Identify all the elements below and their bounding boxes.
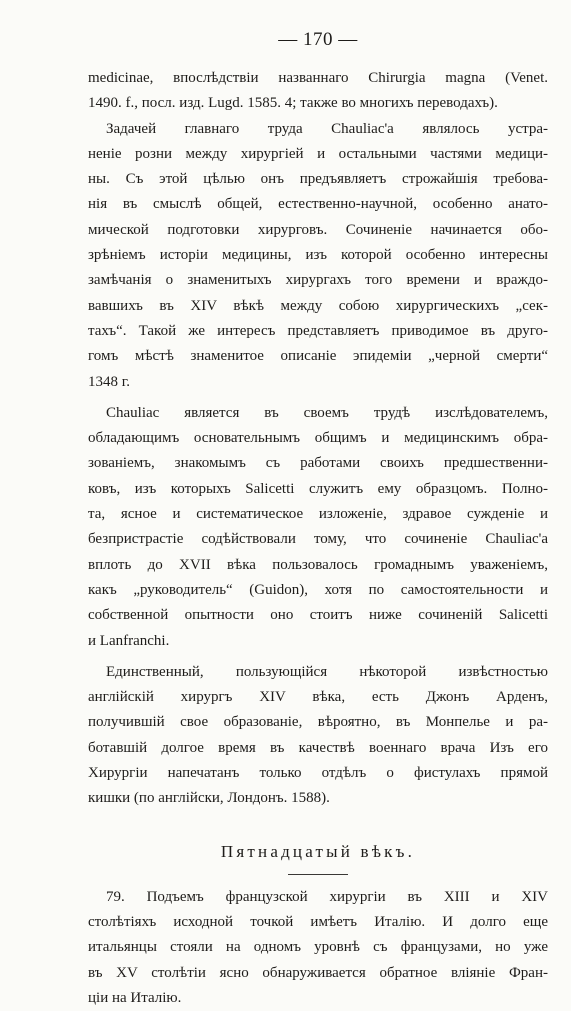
section-gap (88, 812, 548, 838)
paragraph-chauliac-researcher (88, 401, 548, 654)
text-line: тахъ“. Такой же интересъ представляетъ приводимое въ друго- (88, 322, 548, 339)
text-line: неніе розни между хирургіей и остальными частями медици- (88, 145, 548, 162)
section-divider (288, 874, 348, 875)
text-line: зрѣніемъ исторіи медицины, изъ которой особенно интересны (88, 247, 548, 264)
text-line: Chauliac является въ своемъ трудѣ изслѣдователемъ, (106, 404, 548, 421)
page-number: — 170 — (278, 29, 358, 50)
text-line: безпристрастіе содѣйствовали тому, что сочиненіе Chauliac'а (88, 531, 548, 548)
text-line: въ XV столѣтіи ясно обнаруживается обратное вліяніе Фран- (88, 964, 548, 981)
text-line: какъ „руководитель“ (Guidon), хотя по самостоятельности и (88, 581, 548, 598)
document-page (88, 26, 548, 1011)
text-line: Задачей главнаго труда Chauliac'а являлось устра- (106, 120, 548, 137)
text-line: получившій свое образованіе, вѣроятно, въ Монпелье и ра- (88, 714, 548, 731)
text-line: собственной опытности оно стоитъ ниже сочиненій Salicetti (88, 607, 548, 624)
text-line: medicinae, впослѣдствіи названнаго Chirurgia magna (Venet. (88, 70, 548, 86)
text-line: ны. Съ этой цѣлью онъ предъявляетъ строжайшія требова- (88, 171, 548, 188)
text-line: итальянцы стояли на одномъ уровнѣ съ французами, но уже (88, 939, 548, 956)
text-line: и Lanfranchi. (88, 632, 170, 649)
text-line: замѣчанія о знаменитыхъ хирургахъ того времени и враждо- (88, 272, 548, 289)
text-line: Единственный, пользующійся нѣкоторой извѣстностью (106, 663, 548, 680)
paragraph-continuation (88, 66, 548, 117)
section-heading: Пятнадцатый вѣкъ. (220, 841, 416, 861)
text-line: 79. Подъемъ французской хирургіи въ XIII и XIV (106, 888, 548, 905)
text-line: столѣтіяхъ исходной точкой имѣетъ Италію. И долго еще (88, 913, 548, 930)
paragraph-chauliac-task (88, 117, 548, 395)
text-line: обладающимъ основательнымъ общимъ и медицинскимъ обра- (88, 430, 548, 447)
text-line: ціи на Италію. (88, 989, 182, 1006)
paragraph-english-surgeon (88, 660, 548, 812)
text-line: ботавшій долгое время въ качествѣ военнаго врача Изъ его (88, 739, 548, 756)
text-line: Хирургіи напечатанъ только отдѣлъ о фистулахъ прямой (88, 765, 548, 782)
text-line: вавшихъ въ XIV вѣкѣ между собою хирургическихъ „сек- (88, 297, 548, 314)
text-line: нія въ смыслѣ общей, естественно-научной, особенно анато- (88, 196, 548, 213)
text-line: мической подготовки хирурговъ. Сочиненіе начинается обо- (88, 221, 548, 238)
text-line: кишки (по англійски, Лондонъ. 1588). (88, 790, 330, 807)
text-line: гомъ мѣстѣ знаменитое описаніе эпидеміи „черной смерти“ (88, 348, 548, 365)
text-line: вплоть до XVII вѣка пользовалось громаднымъ уваженіемъ, (88, 556, 548, 573)
text-line: 1490. f., посл. изд. Lugd. 1585. 4; также во многихъ переводахъ). (88, 95, 498, 112)
text-line: зованіемъ, знакомымъ съ работами своихъ предшественни- (88, 455, 548, 472)
text-line: англійскій хирургъ XIV вѣка, есть Джонъ Арденъ, (88, 689, 548, 706)
paragraph-section-79 (88, 885, 548, 1011)
text-line: 1348 г. (88, 373, 130, 390)
text-line: та, ясное и систематическое изложеніе, здравое сужденіе и (88, 506, 548, 523)
text-line: ковъ, изъ которыхъ Salicetti служитъ ему образцомъ. Полно- (88, 480, 548, 497)
